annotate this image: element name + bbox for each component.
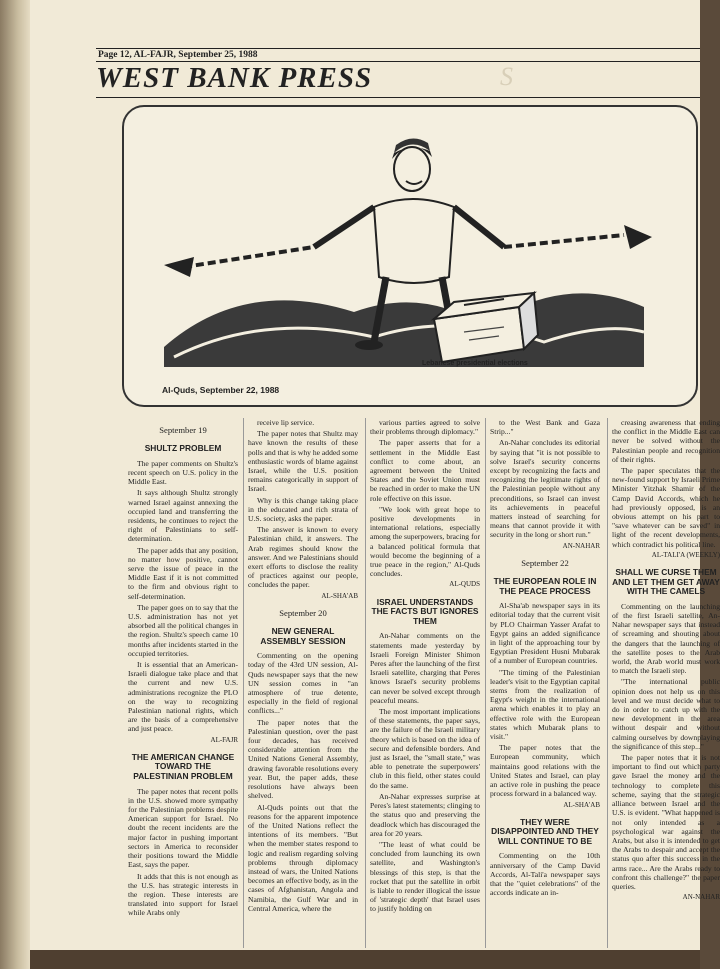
column-rule (485, 418, 486, 948)
article-paragraph: The paper adds that any position, no matter how positive, cannot serve the issue of peace in the Middle East if it is not committed to the firm and obvious right to self-determination. (128, 545, 238, 601)
article-paragraph: The paper notes that the Palestinian question, over the past four decades, has received considerable attention from the United Nations General Assembly, drawing favorable resolutions every year. But, the paper adds, these resolutions have always been shelved. (248, 717, 358, 801)
source-signature: AN-NAHAR (682, 893, 720, 902)
article-paragraph: "The timing of the Palestinian leader's visit to the Egyptian capital stems from the realization of Egypt's weight in the international arena which enables it to play an effective role with the European states which Mubarak plans to visit." (490, 667, 600, 742)
article-paragraph: Commenting on the launching of the first Israeli satellite, An-Nahar newspaper says that instead of screaming and shouting about the dangers that the launching of the satellite poses to the Arab world, the Arab world must work to match the Israeli step. (612, 601, 720, 676)
section-title: WEST BANK PRESS (96, 62, 373, 94)
source-signature: AL-TALI'A (WEEKLY) (651, 550, 720, 559)
ballot-box-caption: Lebanese presidential elections (422, 360, 528, 367)
column-3 (370, 418, 480, 916)
article-paragraph: Al-Quds points out that the reasons for the apparent impotence of the United Nations reflect the intentions of its members. "But when the member states respond to logic and realism regarding solving problems through diplomacy instead of wars, the United Nations becomes an effective body, as in the cases of Afghanistan, Angola and Namibia, the Gulf War and in Central America, where the (248, 802, 358, 913)
article-paragraph: The paper notes that recent polls in the U.S. showed more sympathy for the Palestinian problems despite American support for Israel. No doubt the recent incidents are the major factor in pushing important sectors in America to reconsider their positions toward the Middle East, says the paper. (128, 786, 238, 870)
source-signature: AL-FAJR (210, 735, 238, 744)
column-rule (243, 418, 244, 948)
article-paragraph: It is essential that an American-Israeli dialogue take place and that the current and new U.S. administrations recognize the PLO on the way to recognizing Palestinian national rights, which are the basis of a comprehensive and just peace. (128, 660, 238, 734)
article-paragraph: The paper notes that the European community, which maintains good relations with the United States and Israel, can play an active role in pushing the peace process forward in a balanced way. (490, 743, 600, 799)
article-paragraph: The paper comments on Shultz's recent speech on U.S. policy in the Middle East. (128, 458, 238, 487)
source-signature: AN-NAHAR (562, 541, 600, 550)
editorial-cartoon (122, 105, 698, 407)
column-5 (612, 418, 720, 910)
article-paragraph: "The least of what could be concluded from launching its own satellite, and Washington's blessings of this step, is that the rocket that put the satellite in orbit is liable to render illogical the issue of 'strategic depth' that Israel uses to justify holding on (370, 839, 480, 914)
article-paragraph: The answer is known to every Palestinian child, it answers. The Arab regimes should know the answer. And we Palestinians should exert efforts to disclose the reality of practices against our people, concludes the paper. (248, 525, 358, 590)
article-paragraph: Al-Sha'ab newspaper says in its editorial today that the current visit by PLO Chairman Yasser Arafat to Egypt gains an added significance in light of the approaching tour by Egyptian President Husni Mubarak of a number of European countries. (490, 601, 600, 666)
article-paragraph: "The international public opinion does not help us on this level and we must decide what to do in order to catch up with the new development in the area without despair and without calming ourselves by downplaying the significance of this step..." (612, 677, 720, 751)
article-paragraph: An-Nahar comments on the statements made yesterday by Israeli Foreign Minister Shimon Peres after the launching of the first Israeli satellite, charging that Peres knows Israel's security problems can never be solved except through peaceful means. (370, 631, 480, 705)
article-paragraph: creasing awareness that ending the conflict in the Middle East can never be solved without the Palestinian people and recognition of their rights. (612, 418, 720, 464)
article-paragraph: "We look with great hope to positive developments in international relations, especially among the superpowers, bracing for a balanced political formula that would become the beginning of a true peace in the region," Al-Quds concludes. (370, 504, 480, 579)
column-rule (365, 418, 366, 948)
date-heading: September 19 (159, 425, 207, 435)
article-paragraph: Commenting on the opening today of the 43rd UN session, Al-Quds newspaper says that the new UN session comes in "an atmosphere of true detente, especially in the field of regional conflicts..." (248, 651, 358, 716)
article-headline: THEY WERE DISAPPOINTED AND THEY WILL CONTINUE TO BE (491, 816, 599, 846)
source-signature: AL-QUDS (449, 580, 480, 589)
article-paragraph: to the West Bank and Gaza Strip..." (490, 418, 600, 437)
cartoon-drawing-icon (124, 107, 696, 405)
column-4 (490, 418, 600, 900)
article-paragraph: It says although Shultz strongly warned Israel against annexing the occupied land and transferring the residents, he continues to reject the right of Palestinians to self-determination. (128, 488, 238, 544)
article-paragraph: The most important implications of these statements, the paper says, are the failure of the Israeli military theory which is based on the idea of secure and defensible borders. And just as Israel, the "small state," was able to penetrate the superpowers' club in this field, other states could do the same. (370, 707, 480, 790)
show-through-text: S (500, 62, 513, 91)
article-paragraph: It adds that this is not enough as the U.S. has strategic interests in the region. These interests are translated into support for Israel while Arabs only (128, 871, 238, 918)
article-headline: THE AMERICAN CHANGE TOWARD THE PALESTINIAN PROBLEM (131, 751, 235, 782)
article-paragraph: The paper goes on to say that the U.S. administration has not yet absorbed all the political changes in the region. Shultz's speech came 10 months after incidents started in the occupied territories. (128, 602, 238, 658)
article-paragraph: various parties agreed to solve their problems through diplomacy." (370, 418, 480, 437)
column-rule (607, 418, 608, 948)
article-headline: THE EUROPEAN ROLE IN THE PEACE PROCESS (493, 576, 597, 596)
date-heading: September 22 (521, 557, 569, 568)
article-paragraph: The paper notes that Shultz may have known the results of these polls and that is why he added some enthusiastic words of blame against Israel, while the U.S. position remains categorically in support of Israel. (248, 429, 358, 494)
article-headline: NEW GENERAL ASSEMBLY SESSION (260, 626, 346, 646)
article-paragraph: Commenting on the 10th anniversary of the Camp David Accords, Al-Tali'a newspaper says that the "quiet celebrations" of the accords indicate an in- (490, 851, 600, 898)
article-paragraph: The paper notes that it is not important to find out which party gave Israel the money and the technology to complete this scheme, saying that the strategic alliance between Israel and the U.S. is evident. "What happened is not only intended as a psychological war against the Arabs, but also it is intended to get the Arabs to despair and accept the status quo after this success in the arms race... Are the Arabs ready to confront this challenge?" the paper queries. (612, 753, 720, 891)
section-rule (96, 97, 700, 98)
source-signature: AL-SHA'AB (563, 800, 600, 809)
column-2 (248, 418, 358, 915)
article-paragraph: An-Nahar expresses surprise at Peres's latest statements; clinging to the status quo and preserving the deadlock which has discouraged the area for 20 years. (370, 791, 480, 838)
source-signature: AL-SHA'AB (321, 591, 358, 600)
page-stack-edge (0, 0, 30, 969)
header-rule (96, 48, 700, 49)
column-1 (128, 418, 238, 920)
page-folio: Page 12, AL-FAJR, September 25, 1988 (98, 50, 258, 60)
article-headline: ISRAEL UNDERSTANDS THE FACTS BUT IGNORES THEM (371, 596, 479, 626)
article-paragraph: receive lip service. (257, 418, 315, 427)
article-paragraph: The paper speculates that the new-found support by Israeli Prime Minister Yitzhak Shamir of the Camp David Accords, which he had previously opposed, is an obvious attempt on his part to "save whatever can be saved" in light of the recent developments, which contradict his political line. (612, 466, 720, 549)
article-headline: SHALL WE CURSE THEM AND LET THEM GET AWAY WITH THE CAMELS (612, 567, 720, 597)
cartoon-credit: Al-Quds, September 22, 1988 (162, 385, 280, 395)
newspaper-page (30, 0, 720, 950)
article-paragraph: Why is this change taking place in the educated and rich strata of U.S. society, asks the paper. (248, 495, 358, 524)
article-paragraph: The paper asserts that for a settlement in the Middle East conflict to come about, an agreement between the United States and the Soviet Union must be reached in order to make the UN role effective on this issue. (370, 438, 480, 503)
binding-edge (30, 950, 700, 969)
article-headline: SHULTZ PROBLEM (144, 443, 222, 454)
date-heading: September 20 (279, 607, 327, 618)
article-paragraph: An-Nahar concludes its editorial by saying that "it is not possible to solve Israel's security concerns except by recognizing the facts and recognizing the legitimate rights of the Palestinian people without any preconditions, so Israel can invest its achievements in peaceful matters instead of searching for means that cannot provide it with security in the long or short run." (490, 438, 600, 540)
